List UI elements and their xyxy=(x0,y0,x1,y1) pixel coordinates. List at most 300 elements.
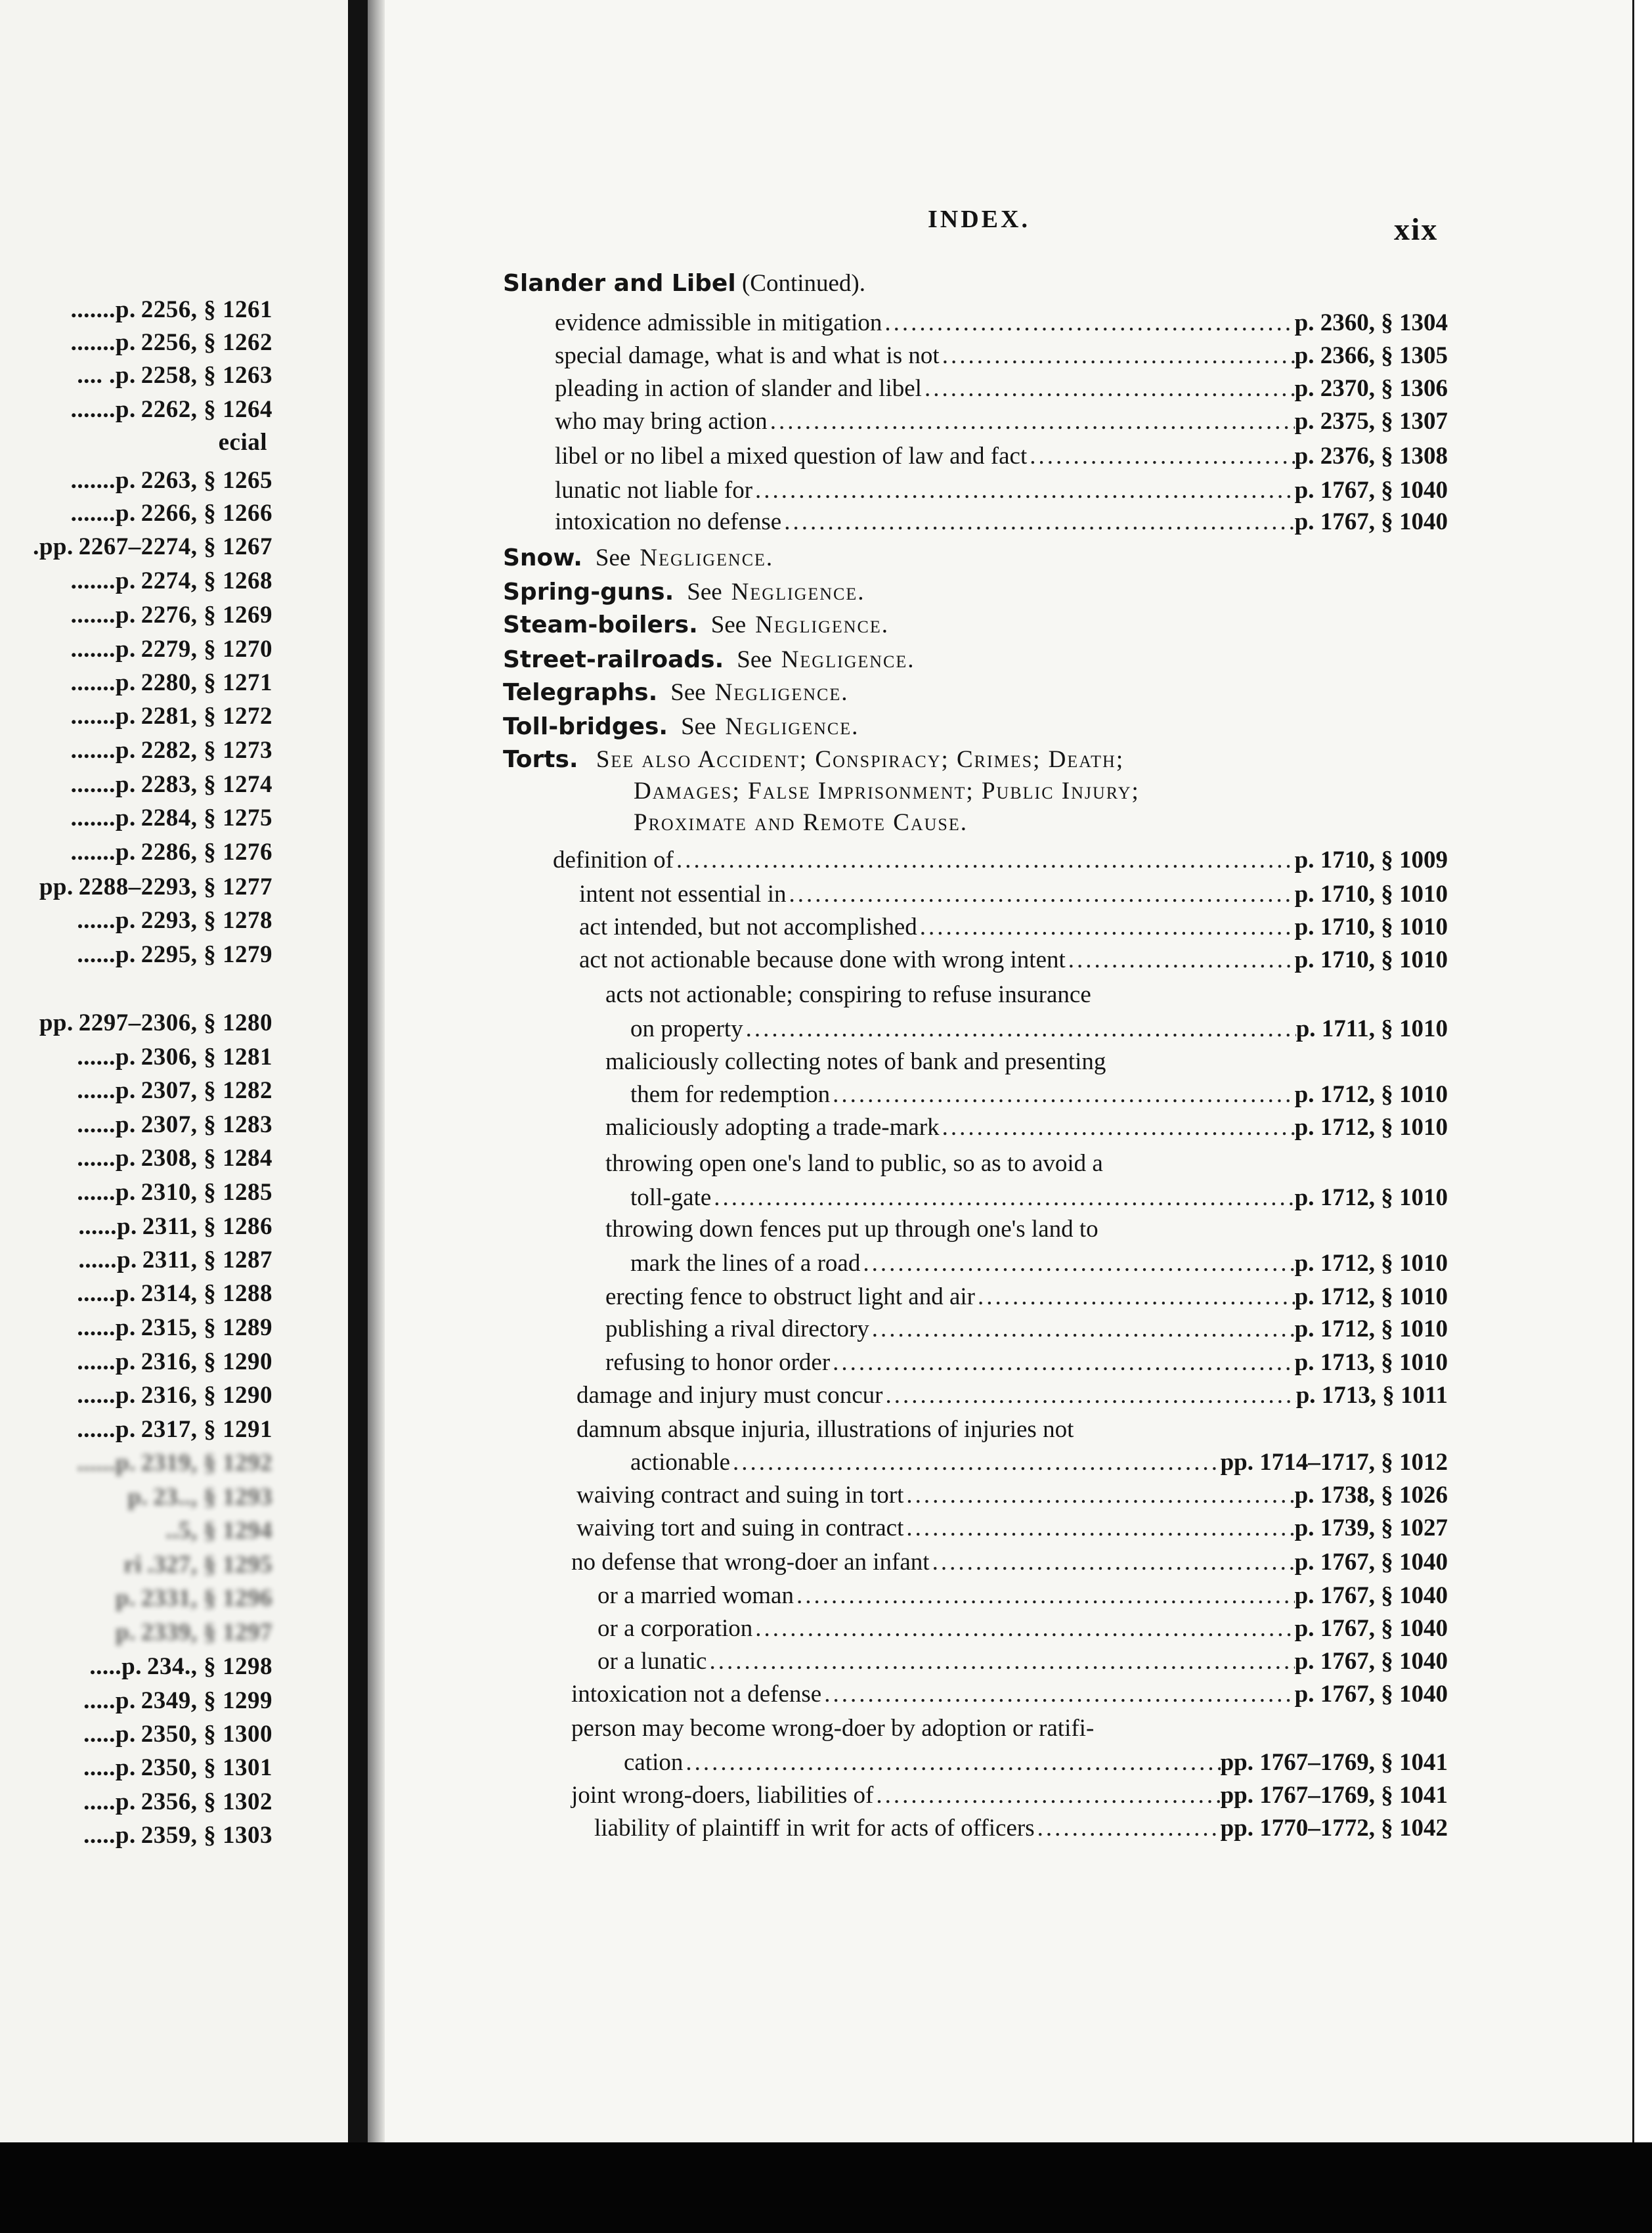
index-entry-ref: p. 1767, § 1040 xyxy=(1294,477,1448,504)
left-page-line xyxy=(89,1652,272,1681)
left-page-line xyxy=(71,838,272,866)
index-entry xyxy=(630,1249,1448,1277)
left-line-ref: 2280, § 1271 xyxy=(141,669,272,696)
left-page-line xyxy=(83,1720,272,1748)
left-line-lead: .....p. xyxy=(83,1687,136,1714)
left-line-ref: 2267–2274, § 1267 xyxy=(78,533,272,560)
index-entry-ref: p. 1712, § 1010 xyxy=(1294,1315,1448,1342)
left-page-line xyxy=(83,1687,272,1715)
index-entry xyxy=(555,309,1448,337)
see-entry xyxy=(503,578,865,606)
left-line-lead: pp. xyxy=(39,873,74,900)
left-page-line xyxy=(160,1516,272,1545)
left-line-lead: .pp. xyxy=(33,533,74,560)
left-line-ref: 2293, § 1278 xyxy=(141,907,272,934)
left-page-line xyxy=(33,533,272,561)
left-line-lead: .......p. xyxy=(70,636,136,663)
index-entry-text: act not actionable because done with wrong intent xyxy=(579,946,1066,973)
see-target: Negligence. xyxy=(725,713,859,740)
index-entry xyxy=(579,880,1448,908)
index-entry-ref: pp. 1770–1772, § 1042 xyxy=(1220,1815,1448,1842)
index-entry xyxy=(576,1415,1074,1444)
left-page-line xyxy=(71,702,272,730)
left-line-ref: 2315, § 1289 xyxy=(141,1314,272,1341)
index-entry xyxy=(553,846,1448,874)
left-line-lead: .......p. xyxy=(70,771,136,798)
index-entry xyxy=(576,1514,1448,1542)
index-entry-text: cation xyxy=(624,1749,684,1776)
left-page-line xyxy=(71,499,272,527)
index-entry-ref: p. 1767, § 1040 xyxy=(1294,1615,1448,1642)
left-line-ref: 2283, § 1274 xyxy=(141,771,272,798)
index-entry xyxy=(571,1548,1448,1576)
index-entry xyxy=(598,1647,1448,1675)
left-line-lead: ......p. xyxy=(77,1145,136,1172)
index-entry-text: who may bring action xyxy=(555,408,768,435)
leader-dots xyxy=(869,1315,1295,1343)
index-entry xyxy=(605,1348,1448,1377)
index-entry-text: waiving tort and suing in contract xyxy=(576,1514,904,1541)
leader-dots xyxy=(930,1548,1295,1576)
left-line-lead: pp. xyxy=(39,1009,74,1036)
index-entry-text: on property xyxy=(630,1015,743,1042)
leader-dots xyxy=(917,913,1295,941)
left-line-lead: ......p. xyxy=(77,1416,136,1443)
left-line-ref: 2308, § 1284 xyxy=(141,1145,272,1172)
see-entry xyxy=(503,713,859,741)
left-line-lead: ......p. xyxy=(77,941,136,968)
left-line-ref: 2263, § 1265 xyxy=(141,467,272,494)
see-entry-heading: Street-railroads. xyxy=(503,646,724,673)
left-page-line xyxy=(77,361,272,389)
index-entry-ref: p. 2376, § 1308 xyxy=(1294,443,1448,470)
index-entry xyxy=(571,1680,1448,1708)
index-entry-text: intent not essential in xyxy=(579,881,787,908)
index-entry xyxy=(555,374,1448,403)
torts-heading-line xyxy=(503,745,1124,774)
page-number: xix xyxy=(1394,212,1439,247)
index-entry xyxy=(594,1814,1448,1842)
left-line-ref: 2356, § 1302 xyxy=(141,1788,272,1815)
index-entry-text: liability of plaintiff in writ for acts of officers xyxy=(594,1815,1035,1842)
leader-dots xyxy=(882,309,1294,337)
index-entry-text: refusing to honor order xyxy=(605,1349,831,1376)
leader-dots xyxy=(1066,946,1295,974)
index-entry xyxy=(555,442,1448,470)
index-entry-text: damage and injury must concur xyxy=(576,1382,883,1409)
see-target: Negligence. xyxy=(731,579,865,606)
index-entry xyxy=(571,1781,1448,1809)
index-entry xyxy=(630,1080,1448,1109)
leader-dots xyxy=(940,1113,1295,1141)
torts-see-also-1: See also Accident; Conspiracy; Crimes; Death; xyxy=(596,746,1125,773)
index-entry-text: intoxication not a defense xyxy=(571,1681,822,1708)
see-entry xyxy=(503,678,849,707)
left-line-lead: ......p. xyxy=(77,1449,136,1476)
leader-dots xyxy=(674,846,1295,874)
left-page-line xyxy=(83,1821,272,1849)
left-line-lead: .......p. xyxy=(70,329,136,356)
left-line-lead: .....p. xyxy=(89,1653,142,1680)
index-entry xyxy=(598,1581,1448,1610)
index-entry-text: throwing down fences put up through one's land to xyxy=(605,1216,1098,1243)
leader-dots xyxy=(940,342,1295,370)
left-line-ref: 2266, § 1266 xyxy=(141,500,272,527)
torts-see-also-3: Proximate and Remote Cause. xyxy=(634,809,968,836)
left-line-lead: .......p. xyxy=(70,296,136,323)
left-line-lead: ......p. xyxy=(77,907,136,934)
slander-heading: Slander and Libel xyxy=(503,270,736,297)
index-entry-text: toll-gate xyxy=(630,1184,712,1211)
index-entry-text: or a corporation xyxy=(598,1615,753,1642)
index-entry-ref: p. 1712, § 1010 xyxy=(1294,1283,1448,1310)
left-line-lead: .......p. xyxy=(70,737,136,764)
index-entry xyxy=(605,1315,1448,1343)
index-entry-text: pleading in action of slander and libel xyxy=(555,375,922,402)
left-line-ref: 2350, § 1301 xyxy=(141,1754,272,1781)
index-entry-text: waiving contract and suing in tort xyxy=(576,1482,904,1509)
index-entry xyxy=(555,407,1448,435)
left-page-line xyxy=(77,1076,272,1105)
index-entry-text: definition of xyxy=(553,847,674,873)
index-entry xyxy=(605,1215,1098,1243)
index-entry xyxy=(555,342,1448,370)
left-page-line xyxy=(77,1415,272,1444)
index-entry-text: publishing a rival directory xyxy=(605,1315,869,1342)
left-line-lead: ......p. xyxy=(77,1111,136,1138)
index-entry-text: actionable xyxy=(630,1449,731,1476)
running-title: INDEX. xyxy=(928,206,1030,233)
index-entry-ref: p. 1712, § 1010 xyxy=(1294,1184,1448,1211)
left-page-line xyxy=(71,395,272,424)
index-entry xyxy=(630,1183,1448,1212)
left-line-ref: 2311, § 1286 xyxy=(142,1213,272,1240)
index-entry xyxy=(555,508,1448,536)
leader-dots xyxy=(711,1183,1294,1212)
index-entry xyxy=(598,1614,1448,1643)
left-line-lead: .... .p. xyxy=(77,362,136,389)
left-line-lead: .......p. xyxy=(70,805,136,831)
see-word: See xyxy=(687,579,722,606)
left-line-ref: 2331, § 1296 xyxy=(141,1585,272,1612)
see-entry xyxy=(503,611,889,639)
leader-dots xyxy=(830,1348,1295,1377)
left-page-line xyxy=(77,1279,272,1308)
index-entry-text: special damage, what is and what is not xyxy=(555,342,940,369)
left-line-ref: 2256, § 1261 xyxy=(141,296,272,323)
index-entry-text: no defense that wrong-doer an infant xyxy=(571,1549,930,1576)
left-line-lead: ......p. xyxy=(77,1280,136,1307)
left-line-lead: .......p. xyxy=(70,500,136,527)
left-line-lead: ......p. xyxy=(77,1179,136,1206)
see-word: See xyxy=(681,713,716,740)
left-line-lead: ri xyxy=(123,1551,142,1578)
left-line-lead: p. xyxy=(127,1484,148,1511)
index-entry xyxy=(605,981,1091,1009)
torts-heading: Torts. xyxy=(503,746,578,773)
leader-dots xyxy=(743,1015,1296,1043)
index-entry-ref: p. 1712, § 1010 xyxy=(1294,1250,1448,1277)
index-entry-text: them for redemption xyxy=(630,1081,831,1108)
scan-bottom-border xyxy=(0,2142,1652,2233)
left-line-lead: ......p. xyxy=(77,1348,136,1375)
index-entry-text: damnum absque injuria, illustrations of injuries not xyxy=(576,1416,1074,1443)
left-line-ref: 2311, § 1287 xyxy=(142,1247,272,1273)
left-page-line xyxy=(77,1314,272,1342)
leader-dots xyxy=(903,1481,1294,1509)
left-line-lead: ......p. xyxy=(77,1077,136,1104)
left-page-line xyxy=(71,601,272,629)
index-entry-ref: p. 1767, § 1040 xyxy=(1294,1549,1448,1576)
index-entry xyxy=(579,946,1448,974)
left-line-ref: 2349, § 1299 xyxy=(141,1687,272,1714)
leader-dots xyxy=(752,476,1295,504)
gutter-shadow xyxy=(368,0,385,2142)
leader-dots xyxy=(860,1249,1294,1277)
left-line-ref: 2256, § 1262 xyxy=(141,329,272,356)
left-line-ref: 2350, § 1300 xyxy=(141,1721,272,1748)
index-entry xyxy=(630,1448,1448,1476)
left-page-line xyxy=(39,873,272,901)
leader-dots xyxy=(794,1581,1295,1610)
index-entry xyxy=(624,1748,1448,1777)
leader-dots xyxy=(768,407,1295,435)
index-entry-ref: p. 1711, § 1010 xyxy=(1295,1015,1448,1042)
index-entry-ref: p. 1710, § 1010 xyxy=(1294,946,1448,973)
index-entry-ref: p. 2360, § 1304 xyxy=(1294,309,1448,336)
see-word: See xyxy=(595,544,631,571)
index-entry-text: maliciously adopting a trade-mark xyxy=(605,1114,940,1141)
left-page-line xyxy=(77,906,272,935)
see-target: Negligence. xyxy=(781,646,915,673)
left-line-ref: 2282, § 1273 xyxy=(141,737,272,764)
left-page-line xyxy=(83,1788,272,1816)
left-page-line xyxy=(71,567,272,595)
index-entry xyxy=(605,1113,1448,1141)
index-entry-text: person may become wrong-doer by adoption or ratifi- xyxy=(571,1715,1095,1742)
left-line-ref: 234., § 1298 xyxy=(147,1653,272,1680)
left-line-lead: ......p. xyxy=(77,1314,136,1341)
left-page-line xyxy=(71,770,272,799)
left-page-line xyxy=(71,669,272,697)
left-line-ref: 2297–2306, § 1280 xyxy=(78,1009,272,1036)
left-line-ref: 2288–2293, § 1277 xyxy=(78,873,272,900)
left-line-lead: .......p. xyxy=(70,396,136,423)
slander-heading-line xyxy=(503,269,865,298)
left-line-ref: 23.., § 1293 xyxy=(153,1484,272,1511)
index-entry-ref: p. 1712, § 1010 xyxy=(1294,1114,1448,1141)
see-word: See xyxy=(737,646,772,673)
see-entry xyxy=(503,544,773,572)
left-page-line xyxy=(77,1348,272,1376)
left-line-lead: .......p. xyxy=(70,703,136,730)
left-page-line xyxy=(77,1449,272,1477)
index-entry-text: evidence admissible in mitigation xyxy=(555,309,882,336)
see-entry xyxy=(503,646,915,674)
left-page-line xyxy=(39,1009,272,1037)
index-entry-ref: p. 1710, § 1010 xyxy=(1294,914,1448,940)
book-gutter xyxy=(348,0,368,2142)
index-entry xyxy=(555,476,1448,504)
index-entry-text: intoxication no defense xyxy=(555,508,782,535)
left-page-line xyxy=(127,1483,272,1511)
index-entry xyxy=(571,1714,1094,1742)
index-entry-ref: p. 1713, § 1011 xyxy=(1295,1382,1448,1409)
left-line-ref: 2262, § 1264 xyxy=(141,396,272,423)
index-entry-ref: p. 1713, § 1010 xyxy=(1294,1349,1448,1376)
left-line-ref: 2307, § 1282 xyxy=(141,1077,272,1104)
left-line-lead: .......p. xyxy=(70,839,136,866)
left-line-lead: .......p. xyxy=(70,567,136,594)
left-line-lead: ......p. xyxy=(77,1382,136,1409)
index-entry-ref: p. 1710, § 1009 xyxy=(1294,847,1448,873)
index-entry xyxy=(579,913,1448,941)
index-entry-text: throwing open one's land to public, so as to avoid a xyxy=(605,1150,1103,1177)
index-entry xyxy=(576,1381,1448,1409)
see-entry-heading: Toll-bridges. xyxy=(503,713,668,740)
left-page-line xyxy=(116,1618,272,1647)
index-entry-text: or a married woman xyxy=(598,1582,794,1609)
left-line-ref: 2316, § 1290 xyxy=(141,1382,272,1409)
index-entry xyxy=(605,1149,1103,1178)
leader-dots xyxy=(882,1381,1295,1409)
left-line-lead: ......p. xyxy=(78,1213,137,1240)
leader-dots xyxy=(752,1614,1294,1643)
leader-dots xyxy=(903,1514,1294,1542)
index-entry-ref: p. 1738, § 1026 xyxy=(1294,1482,1448,1509)
left-line-lead: ......p. xyxy=(78,1247,137,1273)
leader-dots xyxy=(975,1283,1295,1311)
left-line-ref: 2276, § 1269 xyxy=(141,602,272,629)
see-word: See xyxy=(670,679,706,706)
left-line-lead: .......p. xyxy=(70,602,136,629)
left-page-line xyxy=(123,1551,272,1579)
left-page-line xyxy=(77,940,272,969)
torts-see-also-2: Damages; False Imprisonment; Public Injury; xyxy=(634,778,1140,805)
index-entry-text: maliciously collecting notes of bank and presenting xyxy=(605,1048,1106,1075)
index-entry-ref: pp. 1767–1769, § 1041 xyxy=(1220,1749,1448,1776)
left-line-ref: 2314, § 1288 xyxy=(141,1280,272,1307)
left-line-ref: 2316, § 1290 xyxy=(141,1348,272,1375)
left-line-lead: p. xyxy=(115,1585,136,1612)
index-entry-ref: pp. 1714–1717, § 1012 xyxy=(1220,1449,1448,1476)
left-line-ref: 2319, § 1292 xyxy=(141,1449,272,1476)
left-page-line xyxy=(78,1246,272,1274)
see-entry-heading: Steam-boilers. xyxy=(503,611,698,638)
index-entry-ref: p. 1739, § 1027 xyxy=(1294,1514,1448,1541)
left-line-lead: .....p. xyxy=(83,1822,136,1849)
page-edge xyxy=(1632,0,1652,2142)
leader-dots xyxy=(922,374,1295,403)
left-line-ref: 2307, § 1283 xyxy=(141,1111,272,1138)
left-line-lead: ecial xyxy=(218,429,267,456)
left-page-line xyxy=(71,466,272,495)
index-entry-ref: p. 1712, § 1010 xyxy=(1294,1081,1448,1108)
leader-dots xyxy=(1027,442,1294,470)
index-entry-ref: p. 1767, § 1040 xyxy=(1294,1681,1448,1708)
left-line-ref: 2359, § 1303 xyxy=(141,1822,272,1849)
index-entry-ref: p. 2375, § 1307 xyxy=(1294,408,1448,435)
index-entry xyxy=(605,1283,1448,1311)
left-line-ref: 2317, § 1291 xyxy=(141,1416,272,1443)
index-entry-text: erecting fence to obstruct light and air xyxy=(605,1283,976,1310)
left-line-lead: .....p. xyxy=(83,1788,136,1815)
index-entry xyxy=(630,1015,1448,1043)
left-facing-page xyxy=(0,0,348,2141)
left-page-line xyxy=(71,804,272,832)
left-line-ref: .327, § 1295 xyxy=(147,1551,272,1578)
index-entry-ref: p. 2366, § 1305 xyxy=(1294,342,1448,369)
left-line-lead: .......p. xyxy=(70,467,136,494)
index-entry-text: mark the lines of a road xyxy=(630,1250,861,1277)
left-line-lead: ......p. xyxy=(77,1044,136,1071)
left-line-ref: 2279, § 1270 xyxy=(141,636,272,663)
leader-dots xyxy=(781,508,1294,536)
index-entry-ref: p. 1767, § 1040 xyxy=(1294,1648,1448,1675)
see-entry-heading: Spring-guns. xyxy=(503,579,674,606)
index-entry xyxy=(576,1481,1448,1509)
index-entry-ref: p. 1710, § 1010 xyxy=(1294,881,1448,908)
leader-dots xyxy=(730,1448,1221,1476)
index-entry-text: act intended, but not accomplished xyxy=(579,914,917,940)
see-target: Negligence. xyxy=(640,544,774,571)
left-page-line xyxy=(83,1754,272,1782)
left-page-line xyxy=(219,428,272,456)
left-line-lead: .....p. xyxy=(83,1754,136,1781)
leader-dots xyxy=(706,1647,1294,1675)
left-page-line xyxy=(71,296,272,324)
index-entry-ref: p. 1767, § 1040 xyxy=(1294,1582,1448,1609)
leader-dots xyxy=(786,880,1294,908)
left-line-ref: 2295, § 1279 xyxy=(141,941,272,968)
see-target: Negligence. xyxy=(755,611,890,638)
index-entry xyxy=(605,1048,1106,1076)
left-page-line xyxy=(71,736,272,764)
left-page-line xyxy=(77,1043,272,1071)
left-page-line xyxy=(77,1144,272,1172)
see-target: Negligence. xyxy=(714,679,849,706)
index-entry-text: joint wrong-doers, liabilities of xyxy=(571,1782,874,1809)
left-page-line xyxy=(77,1111,272,1139)
slander-continued: (Continued). xyxy=(741,270,866,297)
left-line-ref: 2339, § 1297 xyxy=(141,1619,272,1646)
index-entry-ref: p. 1767, § 1040 xyxy=(1294,508,1448,535)
index-entry-text: or a lunatic xyxy=(598,1648,707,1675)
see-entry-heading: Telegraphs. xyxy=(503,679,658,706)
leader-dots xyxy=(1035,1814,1221,1842)
left-page-line xyxy=(71,328,272,357)
left-line-ref: 2258, § 1263 xyxy=(141,362,272,389)
left-line-ref: 2306, § 1281 xyxy=(141,1044,272,1071)
leader-dots xyxy=(873,1781,1220,1809)
left-line-ref: 2281, § 1272 xyxy=(141,703,272,730)
left-line-lead: p. xyxy=(115,1619,136,1646)
left-line-ref: 2284, § 1275 xyxy=(141,805,272,831)
left-page-line xyxy=(77,1381,272,1409)
index-entry-text: lunatic not liable for xyxy=(555,477,753,504)
see-word: See xyxy=(710,611,747,638)
index-entry-text: acts not actionable; conspiring to refuse insurance xyxy=(605,981,1091,1008)
left-line-ref: 2310, § 1285 xyxy=(141,1179,272,1206)
index-entry-ref: p. 2370, § 1306 xyxy=(1294,375,1448,402)
left-page-line xyxy=(78,1212,272,1241)
index-entry-ref: pp. 1767–1769, § 1041 xyxy=(1220,1782,1448,1809)
leader-dots xyxy=(821,1680,1294,1708)
left-line-ref: 2274, § 1268 xyxy=(141,567,272,594)
left-page-line xyxy=(116,1584,272,1612)
left-line-lead: .......p. xyxy=(70,669,136,696)
left-line-ref: 2286, § 1276 xyxy=(141,839,272,866)
